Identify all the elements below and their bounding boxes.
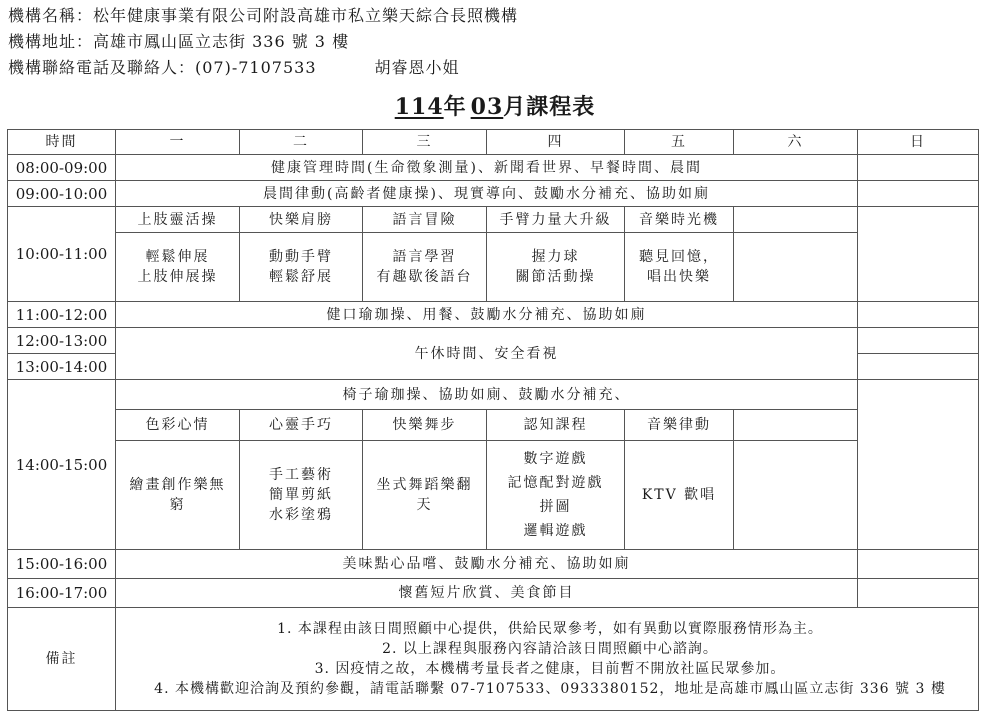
col-header-fri: 五	[625, 130, 734, 155]
remark-item: 3. 因疫情之故，本機構考量長者之健康，目前暫不開放社區民眾參加。	[314, 661, 786, 677]
empty-cell	[858, 328, 979, 354]
activity-cell: 椅子瑜珈操、協助如廁、鼓勵水分補充、	[116, 380, 858, 410]
course-detail: 動動手臂 輕鬆舒展	[240, 233, 363, 302]
activity-cell: 健口瑜珈操、用餐、鼓勵水分補充、協助如廁	[116, 302, 858, 328]
col-header-tue: 二	[240, 130, 363, 155]
time-cell: 14:00-15:00	[8, 380, 116, 550]
org-contact-phone: 機構聯絡電話及聯絡人：(07)-7107533	[8, 58, 317, 77]
course-title: 音樂律動	[625, 410, 734, 441]
table-row	[8, 207, 979, 233]
activity-cell: 午休時間、安全看視	[116, 328, 858, 380]
course-title: 認知課程	[487, 410, 625, 441]
course-detail: 聽見回憶， 唱出快樂	[625, 233, 734, 302]
col-header-mon: 一	[116, 130, 240, 155]
activity-cell: 晨間律動(高齡者健康操)、現實導向、鼓勵水分補充、協助如廁	[116, 181, 858, 207]
title-year: 114	[394, 94, 444, 120]
course-title: 快樂舞步	[363, 410, 487, 441]
title-year-suffix: 年	[443, 94, 467, 120]
empty-cell	[858, 207, 979, 302]
table-row	[8, 410, 979, 441]
time-cell: 15:00-16:00	[8, 550, 116, 579]
org-name: 機構名稱：松年健康事業有限公司附設高雄市私立樂天綜合長照機構	[8, 6, 519, 25]
remark-item: 2. 以上課程與服務內容請洽該日間照顧中心諮詢。	[382, 641, 718, 657]
course-detail: 坐式舞蹈樂翻 天	[363, 441, 487, 550]
time-cell: 08:00-09:00	[8, 155, 116, 181]
title-month-suffix: 月課程表	[503, 94, 596, 120]
time-cell: 13:00-14:00	[8, 354, 116, 380]
col-header-sun: 日	[858, 130, 979, 155]
course-detail: 握力球 關節活動操	[487, 233, 625, 302]
table-row	[8, 181, 979, 207]
org-address: 機構地址：高雄市鳳山區立志街 336 號 3 樓	[8, 32, 350, 51]
table-row	[8, 233, 979, 302]
empty-cell	[734, 441, 858, 550]
table-row	[8, 155, 979, 181]
col-header-thu: 四	[487, 130, 625, 155]
activity-cell: 美味點心品嚐、鼓勵水分補充、協助如廁	[116, 550, 858, 579]
page-title	[0, 90, 990, 121]
table-row	[8, 302, 979, 328]
title-month: 03	[470, 94, 504, 120]
table-row	[8, 441, 979, 550]
empty-cell	[858, 302, 979, 328]
org-contact-person: 胡睿恩小姐	[374, 58, 460, 77]
remark-item: 4. 本機構歡迎洽詢及預約參觀，請電話聯繫 07-7107533、0933380152，地址是高雄市鳳山區立志街 336 號 3 樓	[154, 681, 946, 697]
course-detail: 語言學習 有趣歇後語台	[363, 233, 487, 302]
course-title: 色彩心情	[116, 410, 240, 441]
col-header-wed: 三	[363, 130, 487, 155]
remarks-row	[8, 608, 979, 711]
time-cell: 16:00-17:00	[8, 579, 116, 608]
table-row	[8, 579, 979, 608]
time-cell: 10:00-11:00	[8, 207, 116, 302]
course-detail: KTV 歡唱	[625, 441, 734, 550]
course-title: 手臂力量大升級	[487, 207, 625, 233]
time-cell: 12:00-13:00	[8, 328, 116, 354]
course-title: 語言冒險	[363, 207, 487, 233]
table-row	[8, 380, 979, 410]
time-cell: 09:00-10:00	[8, 181, 116, 207]
remarks-label: 備註	[8, 608, 116, 711]
course-detail: 手工藝術 簡單剪紙 水彩塗鴉	[240, 441, 363, 550]
col-header-sat: 六	[734, 130, 858, 155]
activity-cell: 懷舊短片欣賞、美食節目	[116, 579, 858, 608]
activity-cell: 健康管理時間(生命徵象測量)、新聞看世界、早餐時間、晨間	[116, 155, 858, 181]
empty-cell	[858, 354, 979, 380]
empty-cell	[858, 550, 979, 579]
empty-cell	[858, 380, 979, 550]
course-title: 心靈手巧	[240, 410, 363, 441]
remark-item: 1. 本課程由該日間照顧中心提供，供給民眾參考，如有異動以實際服務情形為主。	[277, 621, 823, 637]
org-contact	[8, 57, 460, 79]
table-row	[8, 550, 979, 579]
course-title: 快樂肩膀	[240, 207, 363, 233]
empty-cell	[858, 181, 979, 207]
table-row	[8, 328, 979, 354]
schedule-table	[7, 129, 979, 711]
course-detail: 輕鬆伸展 上肢伸展操	[116, 233, 240, 302]
course-detail: 繪畫創作樂無 窮	[116, 441, 240, 550]
time-cell: 11:00-12:00	[8, 302, 116, 328]
empty-cell	[858, 155, 979, 181]
course-title: 音樂時光機	[625, 207, 734, 233]
empty-cell	[858, 579, 979, 608]
remarks-list	[116, 608, 979, 711]
header-row	[8, 130, 979, 155]
empty-cell	[734, 233, 858, 302]
col-header-time: 時間	[8, 130, 116, 155]
empty-cell	[734, 410, 858, 441]
empty-cell	[734, 207, 858, 233]
course-detail: 數字遊戲 記憶配對遊戲 拼圖 邏輯遊戲	[487, 441, 625, 550]
course-title: 上肢靈活操	[116, 207, 240, 233]
